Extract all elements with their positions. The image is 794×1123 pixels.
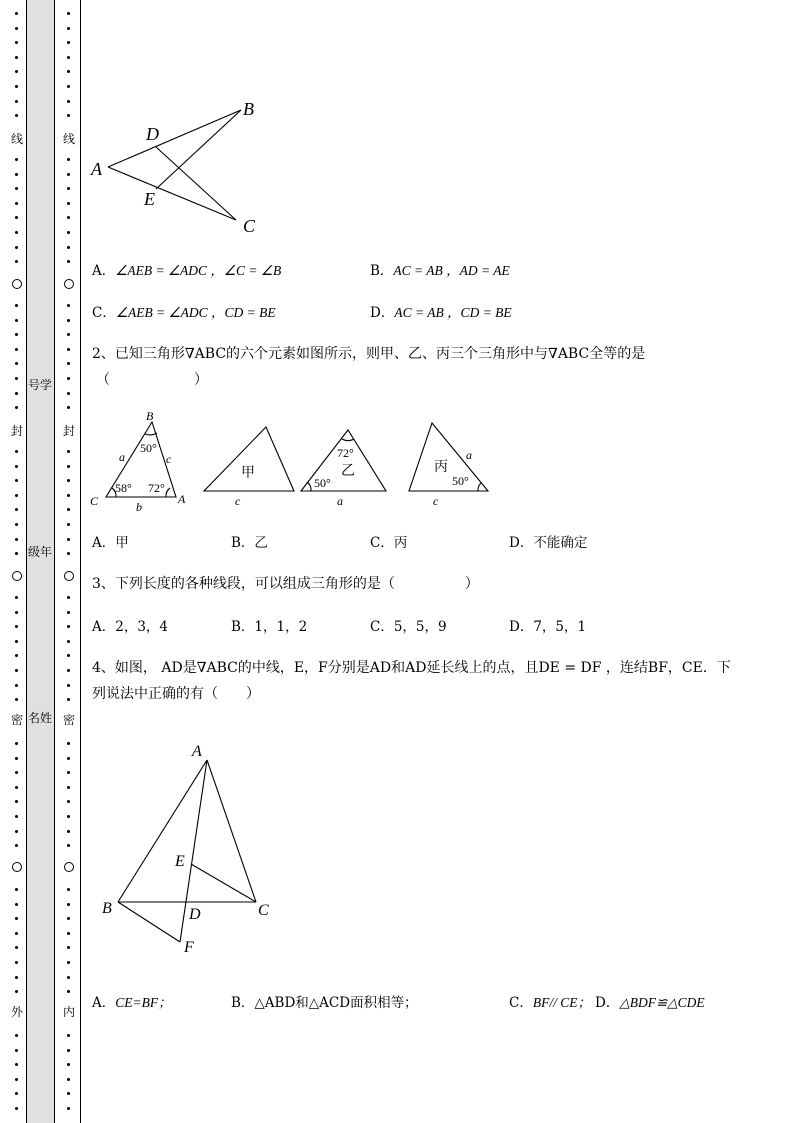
cut-line-dot: [15, 304, 18, 307]
student-number-label: 号学: [27, 378, 52, 392]
q2-abc-label-a: A: [178, 492, 186, 506]
binding-hole-ring: [64, 571, 74, 581]
cut-line-dot: [15, 596, 18, 599]
q1-label-d: D: [146, 124, 159, 144]
cut-line-dot: [67, 304, 70, 307]
cut-line-dot: [67, 27, 70, 30]
option-text: 甲: [115, 535, 129, 551]
cut-line-dot: [67, 946, 70, 949]
option-letter: B．: [231, 619, 255, 635]
cut-line-dot: [67, 800, 70, 803]
cut-line-dot: [15, 333, 18, 336]
q2-stem-line1: 2、已知三角形∇ABC的六个元素如图所示，则甲、乙、丙三个三角形中与∇ABC全等的是: [92, 346, 646, 362]
option-text: AC = AB ，CD = BE: [394, 305, 512, 320]
option-letter: A．: [92, 619, 116, 635]
cut-line-dot: [67, 1063, 70, 1066]
cut-line-dot: [15, 684, 18, 687]
cut-line-dot: [15, 377, 18, 380]
binding-hole-ring: [64, 279, 74, 289]
cut-line-dot: [15, 158, 18, 161]
binding-hole-ring: [12, 862, 22, 872]
cut-line-dot: [15, 246, 18, 249]
cut-line-dot: [15, 932, 18, 935]
q1-figure: [88, 95, 268, 240]
class-label: 级年: [27, 545, 52, 559]
cut-line-dot: [15, 844, 18, 847]
q4-option-d[interactable]: [595, 994, 705, 1012]
option-text: 丙: [393, 535, 408, 551]
option-letter: A．: [92, 263, 116, 279]
q1-option-c[interactable]: [92, 304, 276, 322]
cut-line-dot: [67, 1034, 70, 1037]
q2-yi-angle-top: 72°: [337, 446, 354, 460]
cut-line-dot: [67, 70, 70, 73]
cut-line-dot: [15, 903, 18, 906]
q4-stem-line1: 4、如图， AD是∇ABC的中线，E，F分别是AD和AD延长线上的点，且DE = DF ，连结BF，CE．下: [92, 660, 731, 676]
cut-line-dot: [67, 85, 70, 88]
cut-line-dot: [15, 187, 18, 190]
q2-abc-side-b: b: [136, 500, 142, 514]
q4-label-f: F: [184, 939, 194, 956]
q3-stem: 3、下列长度的各种线段，可以组成三角形的是（ ）: [92, 576, 479, 592]
cut-line-dot: [67, 56, 70, 59]
q1-label-c: C: [243, 216, 256, 236]
q1-label-e: E: [144, 189, 155, 209]
q4-label-a: A: [192, 743, 202, 760]
option-text: 7，5，1: [533, 619, 587, 635]
q2-option-a[interactable]: [92, 534, 129, 552]
cut-line-dot: [67, 187, 70, 190]
option-text: 2，3，4: [115, 619, 169, 635]
cut-line-dot: [67, 757, 70, 760]
cut-line-dot: [15, 976, 18, 979]
cut-line-dot: [67, 844, 70, 847]
option-letter: A．: [92, 535, 116, 551]
cut-line-dot: [15, 1063, 18, 1066]
q2-yi-side-a: a: [337, 494, 343, 508]
cut-line-dot: [67, 596, 70, 599]
right-strip-label: 线: [62, 132, 75, 146]
cut-line-dot: [15, 1034, 18, 1037]
cut-line-dot: [67, 508, 70, 511]
option-text: 乙: [254, 535, 268, 551]
q1-label-a: A: [91, 159, 102, 179]
q1-option-b[interactable]: [370, 262, 510, 280]
left-strip-label: 外: [10, 1005, 23, 1019]
cut-line-dot: [15, 771, 18, 774]
q2-abc-label-b: B: [146, 409, 154, 423]
cut-line-dot: [15, 888, 18, 891]
cut-line-dot: [15, 800, 18, 803]
q2-option-d[interactable]: [509, 534, 587, 552]
cut-line-dot: [15, 1049, 18, 1052]
q2-abc-angle-a: 72°: [148, 481, 165, 495]
cut-line-dot: [15, 757, 18, 760]
cut-line-dot: [15, 698, 18, 701]
q1-option-d[interactable]: [370, 304, 512, 322]
option-text: ∠AEB = ∠ADC ，CD = BE: [115, 305, 276, 320]
option-text: CE=BF；: [115, 995, 172, 1010]
cut-line-dot: [67, 494, 70, 497]
q3-option-d[interactable]: [509, 618, 586, 636]
cut-line-dot: [67, 114, 70, 117]
q2-bing-name: 丙: [434, 460, 448, 475]
cut-line-dot: [15, 523, 18, 526]
cut-line-dot: [15, 961, 18, 964]
q2-jia-side-c: c: [235, 494, 241, 508]
cut-line-dot: [67, 479, 70, 482]
cut-line-dot: [15, 216, 18, 219]
q3-option-b[interactable]: [231, 618, 307, 636]
cut-line-dot: [15, 348, 18, 351]
q4-option-b[interactable]: [231, 994, 418, 1012]
cut-line-dot: [15, 41, 18, 44]
cut-line-dot: [15, 538, 18, 541]
cut-line-dot: [67, 202, 70, 205]
left-strip-label: 封: [10, 424, 23, 438]
cut-line-dot: [15, 742, 18, 745]
option-text: AC = AB ，AD = AE: [393, 263, 510, 278]
cut-line-dot: [15, 508, 18, 511]
cut-line-dot: [67, 888, 70, 891]
cut-line-dot: [15, 27, 18, 30]
option-letter: C．: [370, 619, 394, 635]
cut-line-dot: [15, 12, 18, 15]
option-text: ∠AEB = ∠ADC ，∠C = ∠B: [115, 263, 282, 278]
cut-line-dot: [15, 362, 18, 365]
q4-label-b: B: [102, 900, 112, 917]
cut-line-dot: [67, 1049, 70, 1052]
q2-abc-angle-c: 58°: [115, 481, 132, 495]
option-text: 5，5，9: [393, 619, 447, 635]
option-letter: D．: [595, 995, 620, 1011]
cut-line-dot: [67, 786, 70, 789]
option-letter: B．: [231, 535, 255, 551]
cut-line-dot: [15, 202, 18, 205]
cut-line-dot: [67, 640, 70, 643]
q2-figures: [86, 405, 506, 515]
cut-line-dot: [15, 786, 18, 789]
cut-line-dot: [67, 654, 70, 657]
q4-label-c: C: [258, 902, 269, 919]
cut-line-dot: [15, 669, 18, 672]
cut-line-dot: [15, 625, 18, 628]
cut-line-dot: [67, 1107, 70, 1110]
right-strip-label: 封: [62, 424, 75, 438]
cut-line-dot: [67, 450, 70, 453]
cut-line-dot: [15, 465, 18, 468]
q2-bing-side-c: c: [433, 494, 439, 508]
option-letter: A．: [92, 995, 116, 1011]
binding-hole-ring: [64, 862, 74, 872]
cut-line-dot: [67, 333, 70, 336]
cut-line-dot: [15, 917, 18, 920]
q2-answer-blank: （ ）: [96, 372, 208, 388]
q4-stem-line2: 列说法中正确的有（ ）: [92, 686, 260, 702]
left-strip-label: 密: [10, 713, 23, 727]
option-letter: B．: [370, 263, 394, 279]
cut-line-dot: [67, 392, 70, 395]
q2-abc-angle-b: 50°: [140, 441, 157, 455]
cut-line-dot: [67, 319, 70, 322]
right-strip-label: 密: [62, 713, 75, 727]
q4-option-c[interactable]: [509, 994, 591, 1012]
option-letter: D．: [370, 305, 395, 321]
cut-line-dot: [15, 1107, 18, 1110]
cut-line-dot: [15, 479, 18, 482]
left-dotted-cut-line: [10, 0, 24, 1123]
cut-line-dot: [67, 231, 70, 234]
cut-line-dot: [15, 1078, 18, 1081]
cut-line-dot: [67, 742, 70, 745]
cut-line-dot: [67, 216, 70, 219]
cut-line-dot: [67, 12, 70, 15]
cut-line-dot: [67, 684, 70, 687]
q3-option-c[interactable]: [370, 618, 447, 636]
cut-line-dot: [15, 611, 18, 614]
student-info-column: [26, 0, 55, 1123]
cut-line-dot: [15, 1092, 18, 1095]
cut-line-dot: [67, 406, 70, 409]
cut-line-dot: [67, 523, 70, 526]
option-text: △ABD和△ACD面积相等；: [254, 995, 418, 1011]
cut-line-dot: [67, 611, 70, 614]
cut-line-dot: [15, 231, 18, 234]
cut-line-dot: [67, 260, 70, 263]
right-strip-label: 内: [62, 1005, 75, 1019]
cut-line-dot: [15, 990, 18, 993]
option-letter: D．: [509, 535, 534, 551]
cut-line-dot: [15, 450, 18, 453]
cut-line-dot: [15, 260, 18, 263]
cut-line-dot: [67, 377, 70, 380]
q2-option-b[interactable]: [231, 534, 268, 552]
cut-line-dot: [67, 917, 70, 920]
cut-line-dot: [15, 815, 18, 818]
margin-border-line: [80, 0, 81, 1123]
cut-line-dot: [67, 348, 70, 351]
option-text: 不能确定: [533, 535, 588, 551]
q2-abc-side-a: a: [119, 450, 125, 464]
q4-option-a[interactable]: [92, 994, 172, 1012]
q2-jia-name: 甲: [241, 466, 255, 481]
cut-line-dot: [15, 100, 18, 103]
cut-line-dot: [15, 114, 18, 117]
cut-line-dot: [67, 771, 70, 774]
name-label: 名姓: [27, 711, 52, 725]
cut-line-dot: [15, 654, 18, 657]
right-dotted-cut-line: [62, 0, 76, 1123]
cut-line-dot: [67, 158, 70, 161]
q2-bing-angle: 50°: [452, 474, 469, 488]
cut-line-dot: [67, 41, 70, 44]
option-letter: D．: [509, 619, 534, 635]
cut-line-dot: [67, 976, 70, 979]
cut-line-dot: [67, 538, 70, 541]
cut-line-dot: [67, 932, 70, 935]
cut-line-dot: [67, 173, 70, 176]
left-strip-label: 线: [10, 132, 23, 146]
cut-line-dot: [67, 552, 70, 555]
binding-margin: [0, 0, 82, 1123]
q2-abc-label-c: C: [90, 494, 99, 508]
cut-line-dot: [67, 669, 70, 672]
cut-line-dot: [67, 1092, 70, 1095]
cut-line-dot: [67, 990, 70, 993]
q2-yi-angle-left: 50°: [314, 476, 331, 490]
cut-line-dot: [15, 830, 18, 833]
option-text: BF// CE；: [532, 995, 591, 1010]
cut-line-dot: [15, 173, 18, 176]
binding-hole-ring: [12, 571, 22, 581]
q1-label-b: B: [243, 99, 254, 119]
cut-line-dot: [67, 1078, 70, 1081]
cut-line-dot: [15, 406, 18, 409]
q4-label-d: D: [189, 906, 201, 923]
cut-line-dot: [15, 640, 18, 643]
cut-line-dot: [15, 392, 18, 395]
cut-line-dot: [15, 946, 18, 949]
cut-line-dot: [67, 961, 70, 964]
cut-line-dot: [15, 56, 18, 59]
cut-line-dot: [15, 319, 18, 322]
option-letter: B．: [231, 995, 255, 1011]
cut-line-dot: [67, 246, 70, 249]
cut-line-dot: [67, 100, 70, 103]
option-letter: C．: [92, 305, 116, 321]
option-letter: C．: [370, 535, 394, 551]
q2-yi-name: 乙: [341, 464, 355, 479]
binding-hole-ring: [12, 279, 22, 289]
q4-figure: [96, 740, 286, 960]
q3-option-a[interactable]: [92, 618, 168, 636]
option-text: △BDF≌△CDE: [619, 995, 705, 1010]
cut-line-dot: [67, 903, 70, 906]
cut-line-dot: [67, 625, 70, 628]
cut-line-dot: [15, 70, 18, 73]
q2-abc-side-c: c: [166, 452, 172, 466]
cut-line-dot: [15, 552, 18, 555]
cut-line-dot: [67, 362, 70, 365]
q2-bing-side-a: a: [466, 448, 472, 462]
q2-option-c[interactable]: [370, 534, 407, 552]
cut-line-dot: [67, 465, 70, 468]
cut-line-dot: [67, 815, 70, 818]
cut-line-dot: [15, 494, 18, 497]
option-letter: C．: [509, 995, 533, 1011]
cut-line-dot: [15, 85, 18, 88]
q1-option-a[interactable]: [92, 262, 281, 280]
option-text: 1，1，2: [254, 619, 308, 635]
cut-line-dot: [67, 830, 70, 833]
q4-label-e: E: [175, 853, 185, 870]
cut-line-dot: [67, 698, 70, 701]
